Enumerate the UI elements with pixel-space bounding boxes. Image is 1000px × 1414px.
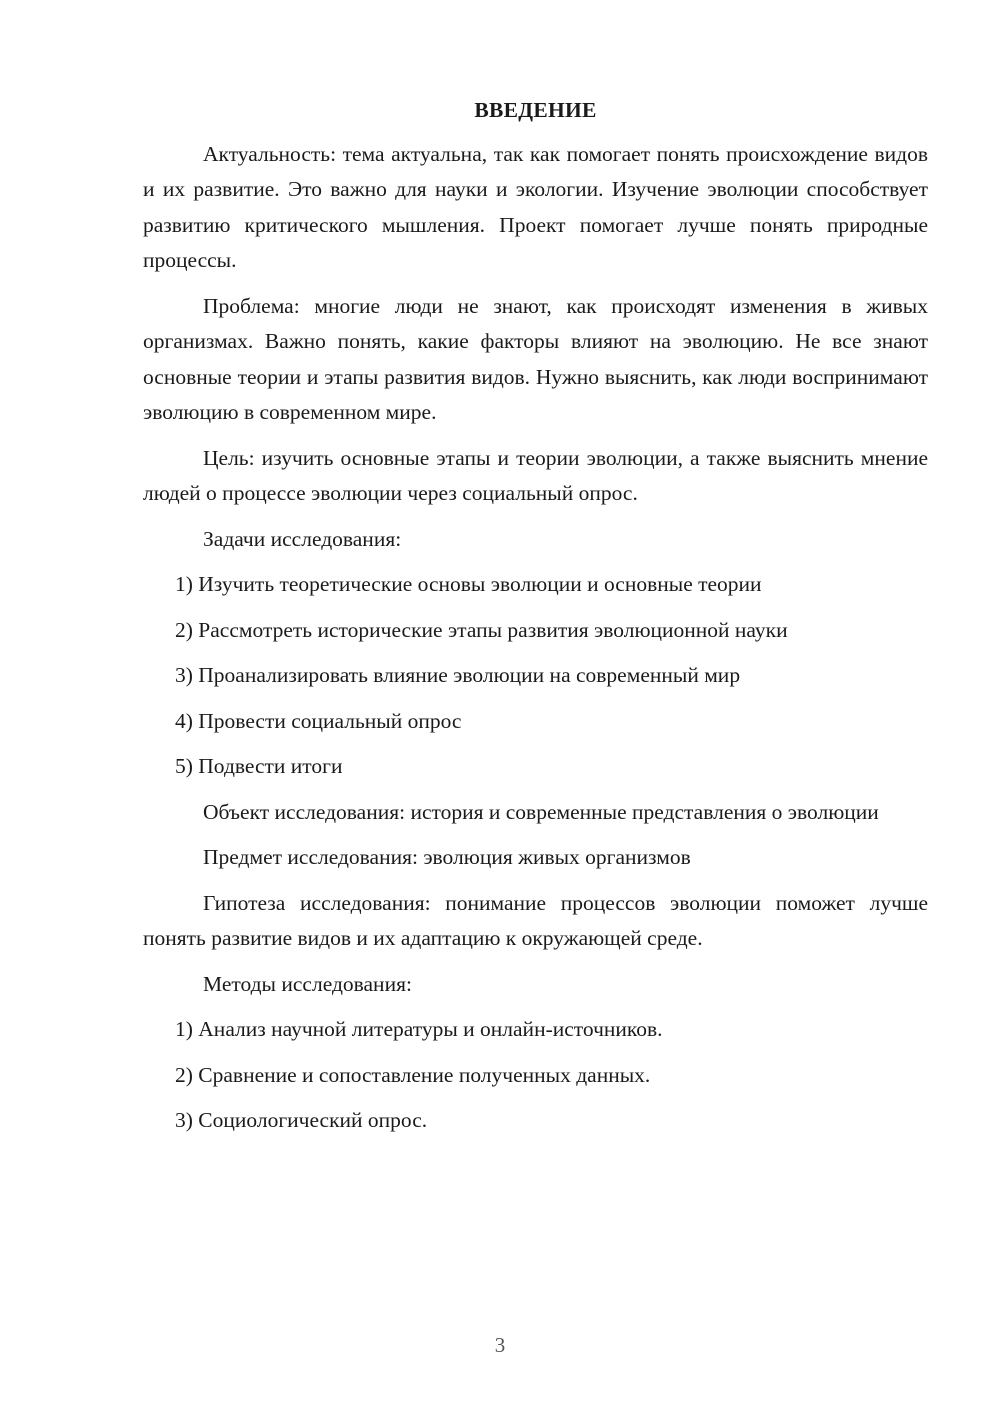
methods-list: [143, 1012, 928, 1139]
document-page: [143, 93, 928, 1149]
task-item: 5) Подвести итоги: [175, 754, 343, 778]
page-number: 3: [494, 1333, 506, 1357]
methods-heading: Методы исследования:: [203, 971, 412, 996]
object-paragraph: Объект исследования: история и современные представления о эволюции: [203, 799, 879, 824]
method-item: 1) Анализ научной литературы и онлайн-источников.: [175, 1017, 663, 1041]
hypothesis-paragraph: Гипотеза исследования: понимание процессов эволюции поможет лучше понять развитие видов и их адаптацию к окружающей среде.: [143, 890, 928, 950]
task-item: 2) Рассмотреть исторические этапы развития эволюционной науки: [175, 617, 788, 642]
task-item: 1) Изучить теоретические основы эволюции и основные теории: [175, 572, 762, 596]
method-item: 2) Сравнение и сопоставление полученных данных.: [175, 1062, 651, 1087]
problem-paragraph: Проблема: многие люди не знают, как происходят изменения в живых организмах. Важно понять, какие факторы влияют на эволюцию. Не все знают основные теории и этапы развития видов. Нужно выяснить, как люди воспринимают эволюцию в современном мире.: [143, 293, 928, 424]
tasks-heading: Задачи исследования:: [203, 526, 402, 551]
goal-paragraph: Цель: изучить основные этапы и теории эволюции, а также выяснить мнение людей о процессе эволюции через социальный опрос.: [143, 445, 928, 505]
task-item: 4) Провести социальный опрос: [175, 708, 462, 733]
section-title: ВВЕДЕНИЕ: [474, 98, 597, 122]
method-item: 3) Социологический опрос.: [175, 1108, 428, 1132]
tasks-list: [143, 567, 928, 785]
task-item: 3) Проанализировать влияние эволюции на современный мир: [175, 663, 741, 687]
relevance-paragraph: Актуальность: тема актуальна, так как помогает понять происхождение видов и их развитие. Это важно для науки и экологии. Изучение эволюции способствует развитию критического мышления. Проект помогает лучше понять природные процессы.: [143, 141, 928, 272]
subject-paragraph: Предмет исследования: эволюция живых организмов: [203, 845, 691, 869]
